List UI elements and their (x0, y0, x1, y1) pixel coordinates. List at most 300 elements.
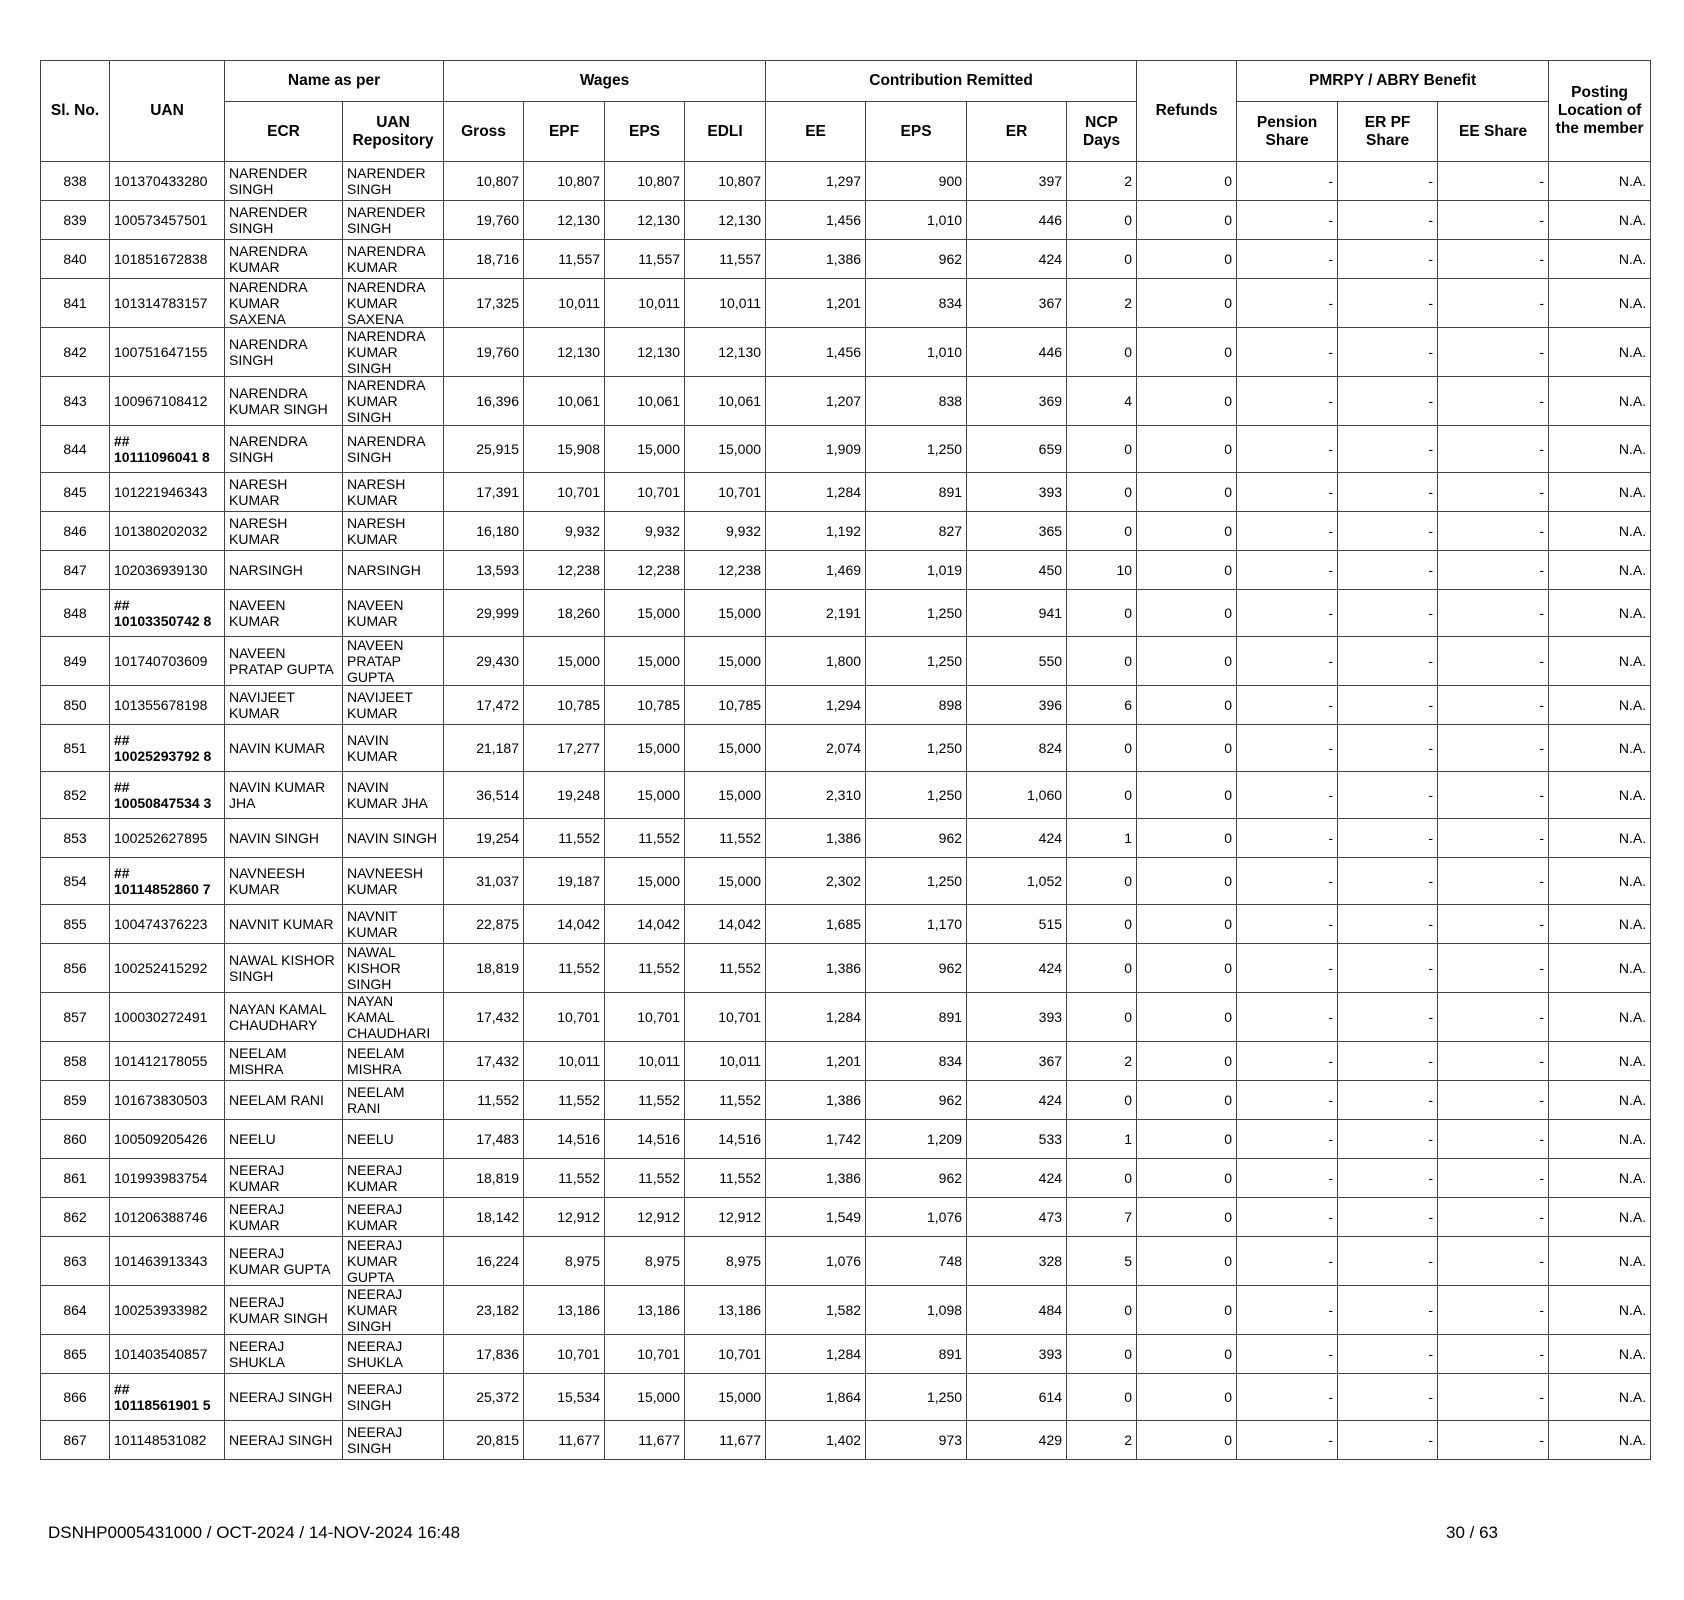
cell-contribution-eps: 834 (866, 279, 967, 328)
cell-posting-location: N.A. (1549, 512, 1651, 551)
cell-sl-no: 850 (41, 686, 110, 725)
cell-er: 1,052 (967, 858, 1067, 905)
cell-epf: 11,677 (524, 1421, 605, 1460)
cell-ncp-days: 2 (1067, 1421, 1137, 1460)
cell-pension-share: - (1237, 686, 1338, 725)
cell-edli: 10,061 (685, 377, 766, 426)
cell-sl-no: 861 (41, 1159, 110, 1198)
cell-edli: 15,000 (685, 1374, 766, 1421)
cell-er: 941 (967, 590, 1067, 637)
cell-repository-name: NARENDER SINGH (343, 201, 444, 240)
cell-contribution-eps: 1,250 (866, 725, 967, 772)
cell-sl-no: 853 (41, 819, 110, 858)
cell-ecr-name: NAVIN KUMAR JHA (225, 772, 343, 819)
cell-ecr-name: NEERAJ KUMAR (225, 1198, 343, 1237)
cell-contribution-eps: 973 (866, 1421, 967, 1460)
cell-ncp-days: 0 (1067, 725, 1137, 772)
header-wages: Wages (444, 61, 766, 102)
header-er: ER (967, 102, 1067, 162)
cell-uan (110, 1120, 225, 1159)
cell-contribution-eps: 1,076 (866, 1198, 967, 1237)
cell-gross: 18,819 (444, 1159, 524, 1198)
cell-epf: 13,186 (524, 1286, 605, 1335)
cell-ee: 2,074 (766, 725, 866, 772)
cell-gross: 17,325 (444, 279, 524, 328)
cell-uan (110, 1335, 225, 1374)
cell-contribution-eps: 1,019 (866, 551, 967, 590)
cell-sl-no: 842 (41, 328, 110, 377)
table-body (41, 162, 1651, 1460)
cell-er-pf-share: - (1338, 637, 1438, 686)
cell-posting-location: N.A. (1549, 905, 1651, 944)
cell-pension-share: - (1237, 905, 1338, 944)
cell-repository-name: NARENDRA KUMAR (343, 240, 444, 279)
cell-er: 369 (967, 377, 1067, 426)
cell-refunds: 0 (1137, 858, 1237, 905)
cell-eps: 10,701 (605, 473, 685, 512)
cell-refunds: 0 (1137, 201, 1237, 240)
cell-eps: 15,000 (605, 637, 685, 686)
cell-ee: 1,386 (766, 240, 866, 279)
cell-ecr-name: NEERAJ SINGH (225, 1421, 343, 1460)
header-pension-share: Pension Share (1237, 102, 1338, 162)
header-name-as-per: Name as per (225, 61, 444, 102)
cell-sl-no: 844 (41, 426, 110, 473)
cell-uan (110, 772, 225, 819)
cell-ee: 1,582 (766, 1286, 866, 1335)
cell-ee-share: - (1438, 377, 1549, 426)
cell-epf: 11,552 (524, 819, 605, 858)
cell-er: 614 (967, 1374, 1067, 1421)
cell-epf: 9,932 (524, 512, 605, 551)
cell-er-pf-share: - (1338, 725, 1438, 772)
cell-gross: 13,593 (444, 551, 524, 590)
cell-repository-name: NEERAJ KUMAR SINGH (343, 1286, 444, 1335)
cell-posting-location: N.A. (1549, 1286, 1651, 1335)
header-contribution-eps: EPS (866, 102, 967, 162)
cell-ncp-days: 2 (1067, 1042, 1137, 1081)
cell-epf: 10,011 (524, 1042, 605, 1081)
cell-ecr-name: NAYAN KAMAL CHAUDHARY (225, 993, 343, 1042)
cell-pension-share: - (1237, 328, 1338, 377)
cell-gross: 22,875 (444, 905, 524, 944)
cell-er-pf-share: - (1338, 512, 1438, 551)
cell-er: 367 (967, 1042, 1067, 1081)
cell-uan (110, 473, 225, 512)
cell-eps: 10,011 (605, 279, 685, 328)
cell-pension-share: - (1237, 1198, 1338, 1237)
cell-posting-location: N.A. (1549, 279, 1651, 328)
cell-uan (110, 944, 225, 993)
cell-ee: 1,207 (766, 377, 866, 426)
cell-ee: 1,864 (766, 1374, 866, 1421)
cell-repository-name: NEELAM MISHRA (343, 1042, 444, 1081)
cell-ecr-name: NARENDRA KUMAR (225, 240, 343, 279)
cell-sl-no: 862 (41, 1198, 110, 1237)
cell-epf: 12,912 (524, 1198, 605, 1237)
cell-eps: 10,011 (605, 1042, 685, 1081)
cell-posting-location: N.A. (1549, 1042, 1651, 1081)
cell-contribution-eps: 962 (866, 240, 967, 279)
cell-ee: 1,192 (766, 512, 866, 551)
header-uan: UAN (110, 61, 225, 162)
cell-ecr-name: NARENDRA KUMAR SAXENA (225, 279, 343, 328)
cell-epf: 17,277 (524, 725, 605, 772)
cell-ee: 1,386 (766, 1081, 866, 1120)
cell-epf: 11,557 (524, 240, 605, 279)
header-uan-repository: UAN Repository (343, 102, 444, 162)
cell-pension-share: - (1237, 377, 1338, 426)
cell-repository-name: NARENDRA KUMAR SINGH (343, 377, 444, 426)
cell-ee: 1,386 (766, 944, 866, 993)
cell-posting-location: N.A. (1549, 993, 1651, 1042)
cell-sl-no: 849 (41, 637, 110, 686)
cell-gross: 11,552 (444, 1081, 524, 1120)
cell-pension-share: - (1237, 1159, 1338, 1198)
cell-refunds: 0 (1137, 328, 1237, 377)
cell-epf: 12,238 (524, 551, 605, 590)
cell-edli: 10,011 (685, 279, 766, 328)
cell-ee: 1,201 (766, 1042, 866, 1081)
cell-eps: 8,975 (605, 1237, 685, 1286)
cell-repository-name: NAVIN SINGH (343, 819, 444, 858)
cell-gross: 25,915 (444, 426, 524, 473)
cell-ee-share: - (1438, 858, 1549, 905)
table-row (41, 858, 1651, 905)
cell-gross: 17,432 (444, 993, 524, 1042)
cell-ee-share: - (1438, 944, 1549, 993)
cell-ncp-days: 0 (1067, 1159, 1137, 1198)
uan-value: 101673830503 (114, 1092, 208, 1108)
uan-value: 100030272491 (114, 1009, 208, 1025)
cell-posting-location: N.A. (1549, 725, 1651, 772)
table-row (41, 551, 1651, 590)
cell-er: 446 (967, 328, 1067, 377)
cell-er: 424 (967, 819, 1067, 858)
cell-uan (110, 686, 225, 725)
cell-posting-location: N.A. (1549, 1421, 1651, 1460)
cell-edli: 15,000 (685, 426, 766, 473)
cell-gross: 31,037 (444, 858, 524, 905)
cell-edli: 10,701 (685, 1335, 766, 1374)
cell-gross: 18,142 (444, 1198, 524, 1237)
cell-ee-share: - (1438, 686, 1549, 725)
table-row (41, 162, 1651, 201)
cell-ncp-days: 4 (1067, 377, 1137, 426)
cell-ee: 1,469 (766, 551, 866, 590)
uan-value: 10103350742 8 (114, 613, 212, 629)
cell-epf: 11,552 (524, 1081, 605, 1120)
cell-er-pf-share: - (1338, 162, 1438, 201)
cell-uan (110, 201, 225, 240)
cell-pension-share: - (1237, 473, 1338, 512)
cell-er-pf-share: - (1338, 905, 1438, 944)
cell-uan (110, 590, 225, 637)
cell-er-pf-share: - (1338, 993, 1438, 1042)
cell-edli: 11,677 (685, 1421, 766, 1460)
uan-value: 101355678198 (114, 697, 208, 713)
cell-pension-share: - (1237, 279, 1338, 328)
cell-er-pf-share: - (1338, 819, 1438, 858)
cell-eps: 15,000 (605, 426, 685, 473)
cell-refunds: 0 (1137, 473, 1237, 512)
cell-uan (110, 819, 225, 858)
cell-sl-no: 839 (41, 201, 110, 240)
cell-edli: 15,000 (685, 772, 766, 819)
cell-uan (110, 162, 225, 201)
cell-sl-no: 841 (41, 279, 110, 328)
cell-pension-share: - (1237, 1335, 1338, 1374)
header-eps: EPS (605, 102, 685, 162)
cell-uan (110, 1421, 225, 1460)
cell-ncp-days: 0 (1067, 590, 1137, 637)
cell-repository-name: NARENDRA SINGH (343, 426, 444, 473)
cell-uan (110, 1286, 225, 1335)
header-pmrpy-abry: PMRPY / ABRY Benefit (1237, 61, 1549, 102)
table-row (41, 993, 1651, 1042)
cell-ncp-days: 2 (1067, 162, 1137, 201)
cell-gross: 16,224 (444, 1237, 524, 1286)
cell-eps: 12,130 (605, 328, 685, 377)
cell-sl-no: 840 (41, 240, 110, 279)
cell-repository-name: NEERAJ KUMAR GUPTA (343, 1237, 444, 1286)
cell-contribution-eps: 1,170 (866, 905, 967, 944)
cell-edli: 11,552 (685, 1159, 766, 1198)
cell-pension-share: - (1237, 1081, 1338, 1120)
cell-epf: 10,701 (524, 473, 605, 512)
cell-er: 515 (967, 905, 1067, 944)
header-gross: Gross (444, 102, 524, 162)
cell-ee: 1,297 (766, 162, 866, 201)
cell-uan (110, 551, 225, 590)
cell-er-pf-share: - (1338, 473, 1438, 512)
cell-er: 533 (967, 1120, 1067, 1159)
uan-value: 102036939130 (114, 562, 208, 578)
cell-edli: 10,701 (685, 993, 766, 1042)
cell-contribution-eps: 1,098 (866, 1286, 967, 1335)
cell-repository-name: NARENDRA KUMAR SINGH (343, 328, 444, 377)
cell-ncp-days: 6 (1067, 686, 1137, 725)
uan-flag-marker: ## (114, 597, 130, 613)
cell-epf: 8,975 (524, 1237, 605, 1286)
cell-epf: 10,701 (524, 1335, 605, 1374)
cell-ecr-name: NAVIJEET KUMAR (225, 686, 343, 725)
cell-sl-no: 865 (41, 1335, 110, 1374)
cell-epf: 19,248 (524, 772, 605, 819)
cell-gross: 18,716 (444, 240, 524, 279)
uan-value: 10050847534 3 (114, 795, 212, 811)
table-row (41, 590, 1651, 637)
uan-value: 100967108412 (114, 393, 208, 409)
cell-contribution-eps: 1,209 (866, 1120, 967, 1159)
cell-uan (110, 1159, 225, 1198)
uan-value: 100509205426 (114, 1131, 208, 1147)
cell-repository-name: NARENDRA KUMAR SAXENA (343, 279, 444, 328)
header-er-pf-share: ER PF Share (1338, 102, 1438, 162)
cell-er: 424 (967, 1081, 1067, 1120)
cell-gross: 29,999 (444, 590, 524, 637)
cell-eps: 12,130 (605, 201, 685, 240)
cell-sl-no: 845 (41, 473, 110, 512)
cell-gross: 20,815 (444, 1421, 524, 1460)
cell-uan (110, 725, 225, 772)
cell-contribution-eps: 1,250 (866, 590, 967, 637)
cell-ee: 1,402 (766, 1421, 866, 1460)
cell-ee-share: - (1438, 512, 1549, 551)
cell-pension-share: - (1237, 240, 1338, 279)
cell-pension-share: - (1237, 1042, 1338, 1081)
cell-sl-no: 838 (41, 162, 110, 201)
cell-posting-location: N.A. (1549, 240, 1651, 279)
cell-ee-share: - (1438, 1374, 1549, 1421)
uan-value: 10114852860 7 (114, 881, 211, 897)
cell-ee: 1,800 (766, 637, 866, 686)
cell-repository-name: NEELAM RANI (343, 1081, 444, 1120)
cell-ecr-name: NARENDER SINGH (225, 201, 343, 240)
cell-gross: 29,430 (444, 637, 524, 686)
cell-pension-share: - (1237, 1237, 1338, 1286)
cell-edli: 10,701 (685, 473, 766, 512)
cell-posting-location: N.A. (1549, 1374, 1651, 1421)
cell-ncp-days: 0 (1067, 1335, 1137, 1374)
cell-uan (110, 1042, 225, 1081)
cell-epf: 12,130 (524, 201, 605, 240)
table-row (41, 512, 1651, 551)
cell-uan (110, 377, 225, 426)
cell-epf: 10,807 (524, 162, 605, 201)
uan-value: 100252415292 (114, 960, 208, 976)
table-row (41, 1081, 1651, 1120)
cell-eps: 15,000 (605, 725, 685, 772)
cell-ncp-days: 1 (1067, 1120, 1137, 1159)
cell-sl-no: 864 (41, 1286, 110, 1335)
cell-ee-share: - (1438, 1042, 1549, 1081)
cell-ee-share: - (1438, 819, 1549, 858)
cell-edli: 13,186 (685, 1286, 766, 1335)
cell-ncp-days: 2 (1067, 279, 1137, 328)
cell-edli: 12,130 (685, 328, 766, 377)
table-row (41, 1421, 1651, 1460)
cell-ncp-days: 1 (1067, 819, 1137, 858)
cell-epf: 11,552 (524, 1159, 605, 1198)
cell-posting-location: N.A. (1549, 819, 1651, 858)
cell-uan (110, 858, 225, 905)
header-ee-share: EE Share (1438, 102, 1549, 162)
cell-uan (110, 512, 225, 551)
cell-posting-location: N.A. (1549, 686, 1651, 725)
cell-epf: 10,701 (524, 993, 605, 1042)
cell-ee-share: - (1438, 993, 1549, 1042)
cell-pension-share: - (1237, 201, 1338, 240)
cell-edli: 11,552 (685, 819, 766, 858)
cell-posting-location: N.A. (1549, 944, 1651, 993)
cell-eps: 10,785 (605, 686, 685, 725)
cell-gross: 17,391 (444, 473, 524, 512)
cell-repository-name: NAYAN KAMAL CHAUDHARI (343, 993, 444, 1042)
table-row (41, 473, 1651, 512)
cell-uan (110, 426, 225, 473)
cell-pension-share: - (1237, 1120, 1338, 1159)
cell-ee: 1,909 (766, 426, 866, 473)
cell-er-pf-share: - (1338, 426, 1438, 473)
table-row (41, 637, 1651, 686)
cell-er: 450 (967, 551, 1067, 590)
cell-contribution-eps: 1,010 (866, 201, 967, 240)
cell-ncp-days: 0 (1067, 944, 1137, 993)
cell-eps: 10,701 (605, 1335, 685, 1374)
cell-ee-share: - (1438, 426, 1549, 473)
cell-repository-name: NEERAJ SHUKLA (343, 1335, 444, 1374)
cell-pension-share: - (1237, 725, 1338, 772)
cell-ncp-days: 0 (1067, 512, 1137, 551)
cell-ee: 1,386 (766, 1159, 866, 1198)
cell-epf: 11,552 (524, 944, 605, 993)
cell-gross: 19,254 (444, 819, 524, 858)
cell-contribution-eps: 827 (866, 512, 967, 551)
cell-er-pf-share: - (1338, 1120, 1438, 1159)
uan-flag-marker: ## (114, 732, 130, 748)
uan-value: 100252627895 (114, 830, 208, 846)
cell-repository-name: NARSINGH (343, 551, 444, 590)
cell-eps: 9,932 (605, 512, 685, 551)
cell-contribution-eps: 962 (866, 944, 967, 993)
cell-ee: 2,191 (766, 590, 866, 637)
cell-eps: 11,557 (605, 240, 685, 279)
cell-epf: 19,187 (524, 858, 605, 905)
cell-refunds: 0 (1137, 240, 1237, 279)
cell-uan (110, 993, 225, 1042)
cell-ee-share: - (1438, 590, 1549, 637)
cell-pension-share: - (1237, 162, 1338, 201)
cell-posting-location: N.A. (1549, 1335, 1651, 1374)
cell-er: 396 (967, 686, 1067, 725)
document-reference: DSNHP0005431000 / OCT-2024 / 14-NOV-2024 16:48 (48, 1523, 461, 1542)
cell-epf: 14,042 (524, 905, 605, 944)
cell-ee: 1,549 (766, 1198, 866, 1237)
cell-ee: 1,076 (766, 1237, 866, 1286)
cell-sl-no: 867 (41, 1421, 110, 1460)
cell-repository-name: NAWAL KISHOR SINGH (343, 944, 444, 993)
header-edli: EDLI (685, 102, 766, 162)
cell-gross: 16,396 (444, 377, 524, 426)
cell-ncp-days: 0 (1067, 1374, 1137, 1421)
cell-repository-name: NEERAJ KUMAR (343, 1198, 444, 1237)
cell-refunds: 0 (1137, 590, 1237, 637)
table-row (41, 819, 1651, 858)
cell-edli: 15,000 (685, 725, 766, 772)
cell-ecr-name: NAVNEESH KUMAR (225, 858, 343, 905)
cell-uan (110, 240, 225, 279)
cell-pension-share: - (1237, 512, 1338, 551)
cell-uan (110, 328, 225, 377)
cell-posting-location: N.A. (1549, 201, 1651, 240)
cell-ecr-name: NEELAM MISHRA (225, 1042, 343, 1081)
header-ncp-days: NCP Days (1067, 102, 1137, 162)
uan-value: 101206388746 (114, 1209, 208, 1225)
cell-er: 424 (967, 944, 1067, 993)
cell-edli: 15,000 (685, 637, 766, 686)
cell-er-pf-share: - (1338, 590, 1438, 637)
cell-er: 424 (967, 240, 1067, 279)
cell-gross: 17,432 (444, 1042, 524, 1081)
cell-eps: 10,701 (605, 993, 685, 1042)
cell-ecr-name: NAVIN KUMAR (225, 725, 343, 772)
cell-edli: 14,042 (685, 905, 766, 944)
cell-posting-location: N.A. (1549, 1198, 1651, 1237)
cell-contribution-eps: 898 (866, 686, 967, 725)
cell-sl-no: 852 (41, 772, 110, 819)
cell-contribution-eps: 891 (866, 1335, 967, 1374)
